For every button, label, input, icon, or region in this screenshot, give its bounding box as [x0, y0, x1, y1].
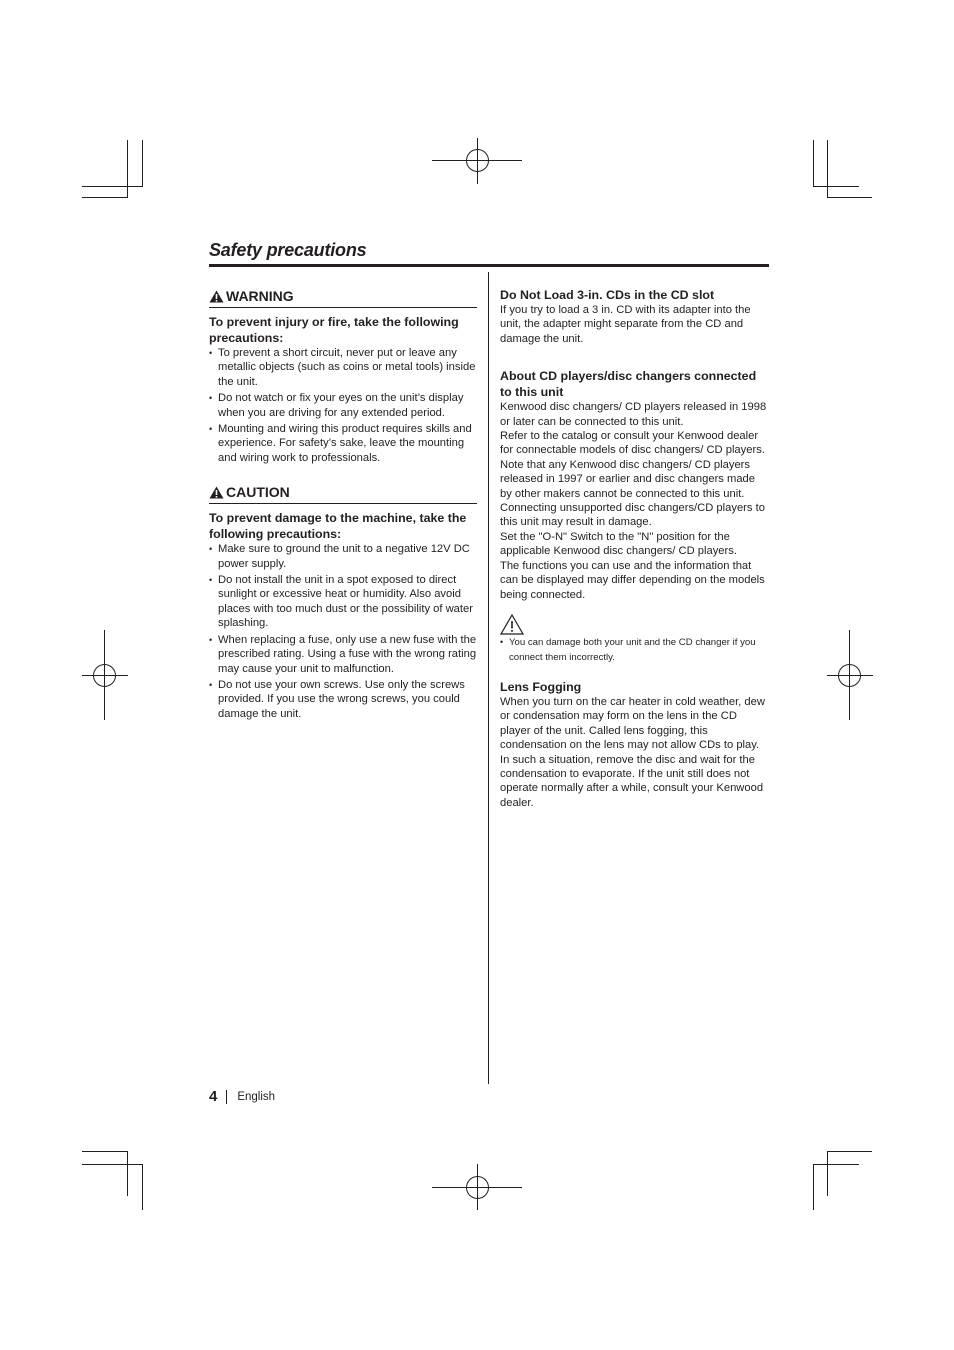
list-item: • Do not use your own screws. Use only the screws provided. If you use the wrong screws, you could damage the unit. [209, 678, 477, 721]
caution-triangle-icon [209, 486, 224, 499]
cd-players-paragraph: Note that any Kenwood disc changers/ CD players released in 1997 or earlier and disc changers made by other makers cannot be connected to this unit. [500, 458, 755, 500]
list-item: • Do not watch or fix your eyes on the unit’s display when you are driving for any extended period. [209, 391, 477, 420]
lens-fogging-text: When you turn on the car heater in cold weather, dew or condensation may form on the lens in the CD player of the unit. Called lens fogging, this condensation on the lens may not allow CDs to play. In such a situation, remove the disc and wait for the condensation to evaporate. If the unit still does not operate normally after a while, consult your Kenwood dealer. [500, 695, 765, 809]
cd-players-paragraph: Connecting unsupported disc changers/CD players to this unit may result in damage. [500, 502, 765, 529]
cd-slot-text: If you try to load a 3 in. CD with its adapter into the unit, the adapter might separate from the CD and damage the unit. [500, 304, 751, 345]
cd-players-heading: About CD players/disc changers connected to this unit [500, 369, 757, 400]
cd-slot-section [500, 287, 768, 346]
cd-players-paragraph: Kenwood disc changers/ CD players released in 1998 or later can be connected to this unit. [500, 401, 767, 428]
list-item: • When replacing a fuse, only use a new fuse with the prescribed rating. Using a fuse with the wrong rating may cause your unit to malfunction. [209, 633, 477, 676]
caution-outline-icon [500, 614, 524, 635]
page-number: 4 [209, 1088, 218, 1105]
caution-heading-label: CAUTION [226, 484, 290, 501]
footer-language: English [237, 1090, 276, 1103]
cd-players-section [500, 368, 768, 665]
warning-subheading: To prevent injury or fire, take the following precautions: [209, 315, 459, 345]
right-column [500, 287, 768, 826]
list-item: • Do not install the unit in a spot exposed to direct sunlight or excessive heat or humidity. Also avoid places with too much dust or the possibility of water splashing. [209, 573, 477, 631]
left-column [209, 287, 477, 723]
warning-triangle-icon [209, 290, 224, 303]
cd-players-caution-note [500, 635, 768, 665]
list-item: • Mounting and wiring this product requires skills and experience. For safety’s sake, leave the mounting and wiring work to professionals. [209, 422, 477, 465]
caution-heading [209, 483, 477, 504]
lens-fogging-heading: Lens Fogging [500, 679, 582, 694]
page-title: Safety precautions [209, 240, 367, 260]
cd-players-paragraph: Refer to the catalog or consult your Kenwood dealer for connectable models of disc changers/ CD players. [500, 430, 765, 457]
warning-list [209, 346, 477, 465]
page-footer [209, 1088, 275, 1105]
cd-players-paragraph: Set the "O-N" Switch to the "N" position for the applicable Kenwood disc changers/ CD players. [500, 530, 737, 558]
title-rule [209, 264, 769, 267]
warning-heading [209, 287, 477, 308]
caution-list [209, 542, 477, 721]
cd-slot-heading: Do Not Load 3-in. CDs in the CD slot [500, 288, 715, 302]
list-item: • To prevent a short circuit, never put or leave any metallic objects (such as coins or metal tools) inside the unit. [209, 346, 477, 389]
list-item: • Make sure to ground the unit to a negative 12V DC power supply. [209, 542, 477, 571]
cd-players-paragraph: The functions you can use and the information that can be displayed may differ depending on the models being connected. [500, 559, 765, 601]
lens-fogging-section [500, 679, 768, 810]
list-item: • You can damage both your unit and the CD changer if you connect them incorrectly. [500, 635, 768, 665]
column-divider [488, 272, 489, 1084]
warning-heading-label: WARNING [226, 288, 294, 304]
caution-subheading: To prevent damage to the machine, take the following precautions: [209, 511, 467, 542]
footer-divider [226, 1090, 227, 1104]
